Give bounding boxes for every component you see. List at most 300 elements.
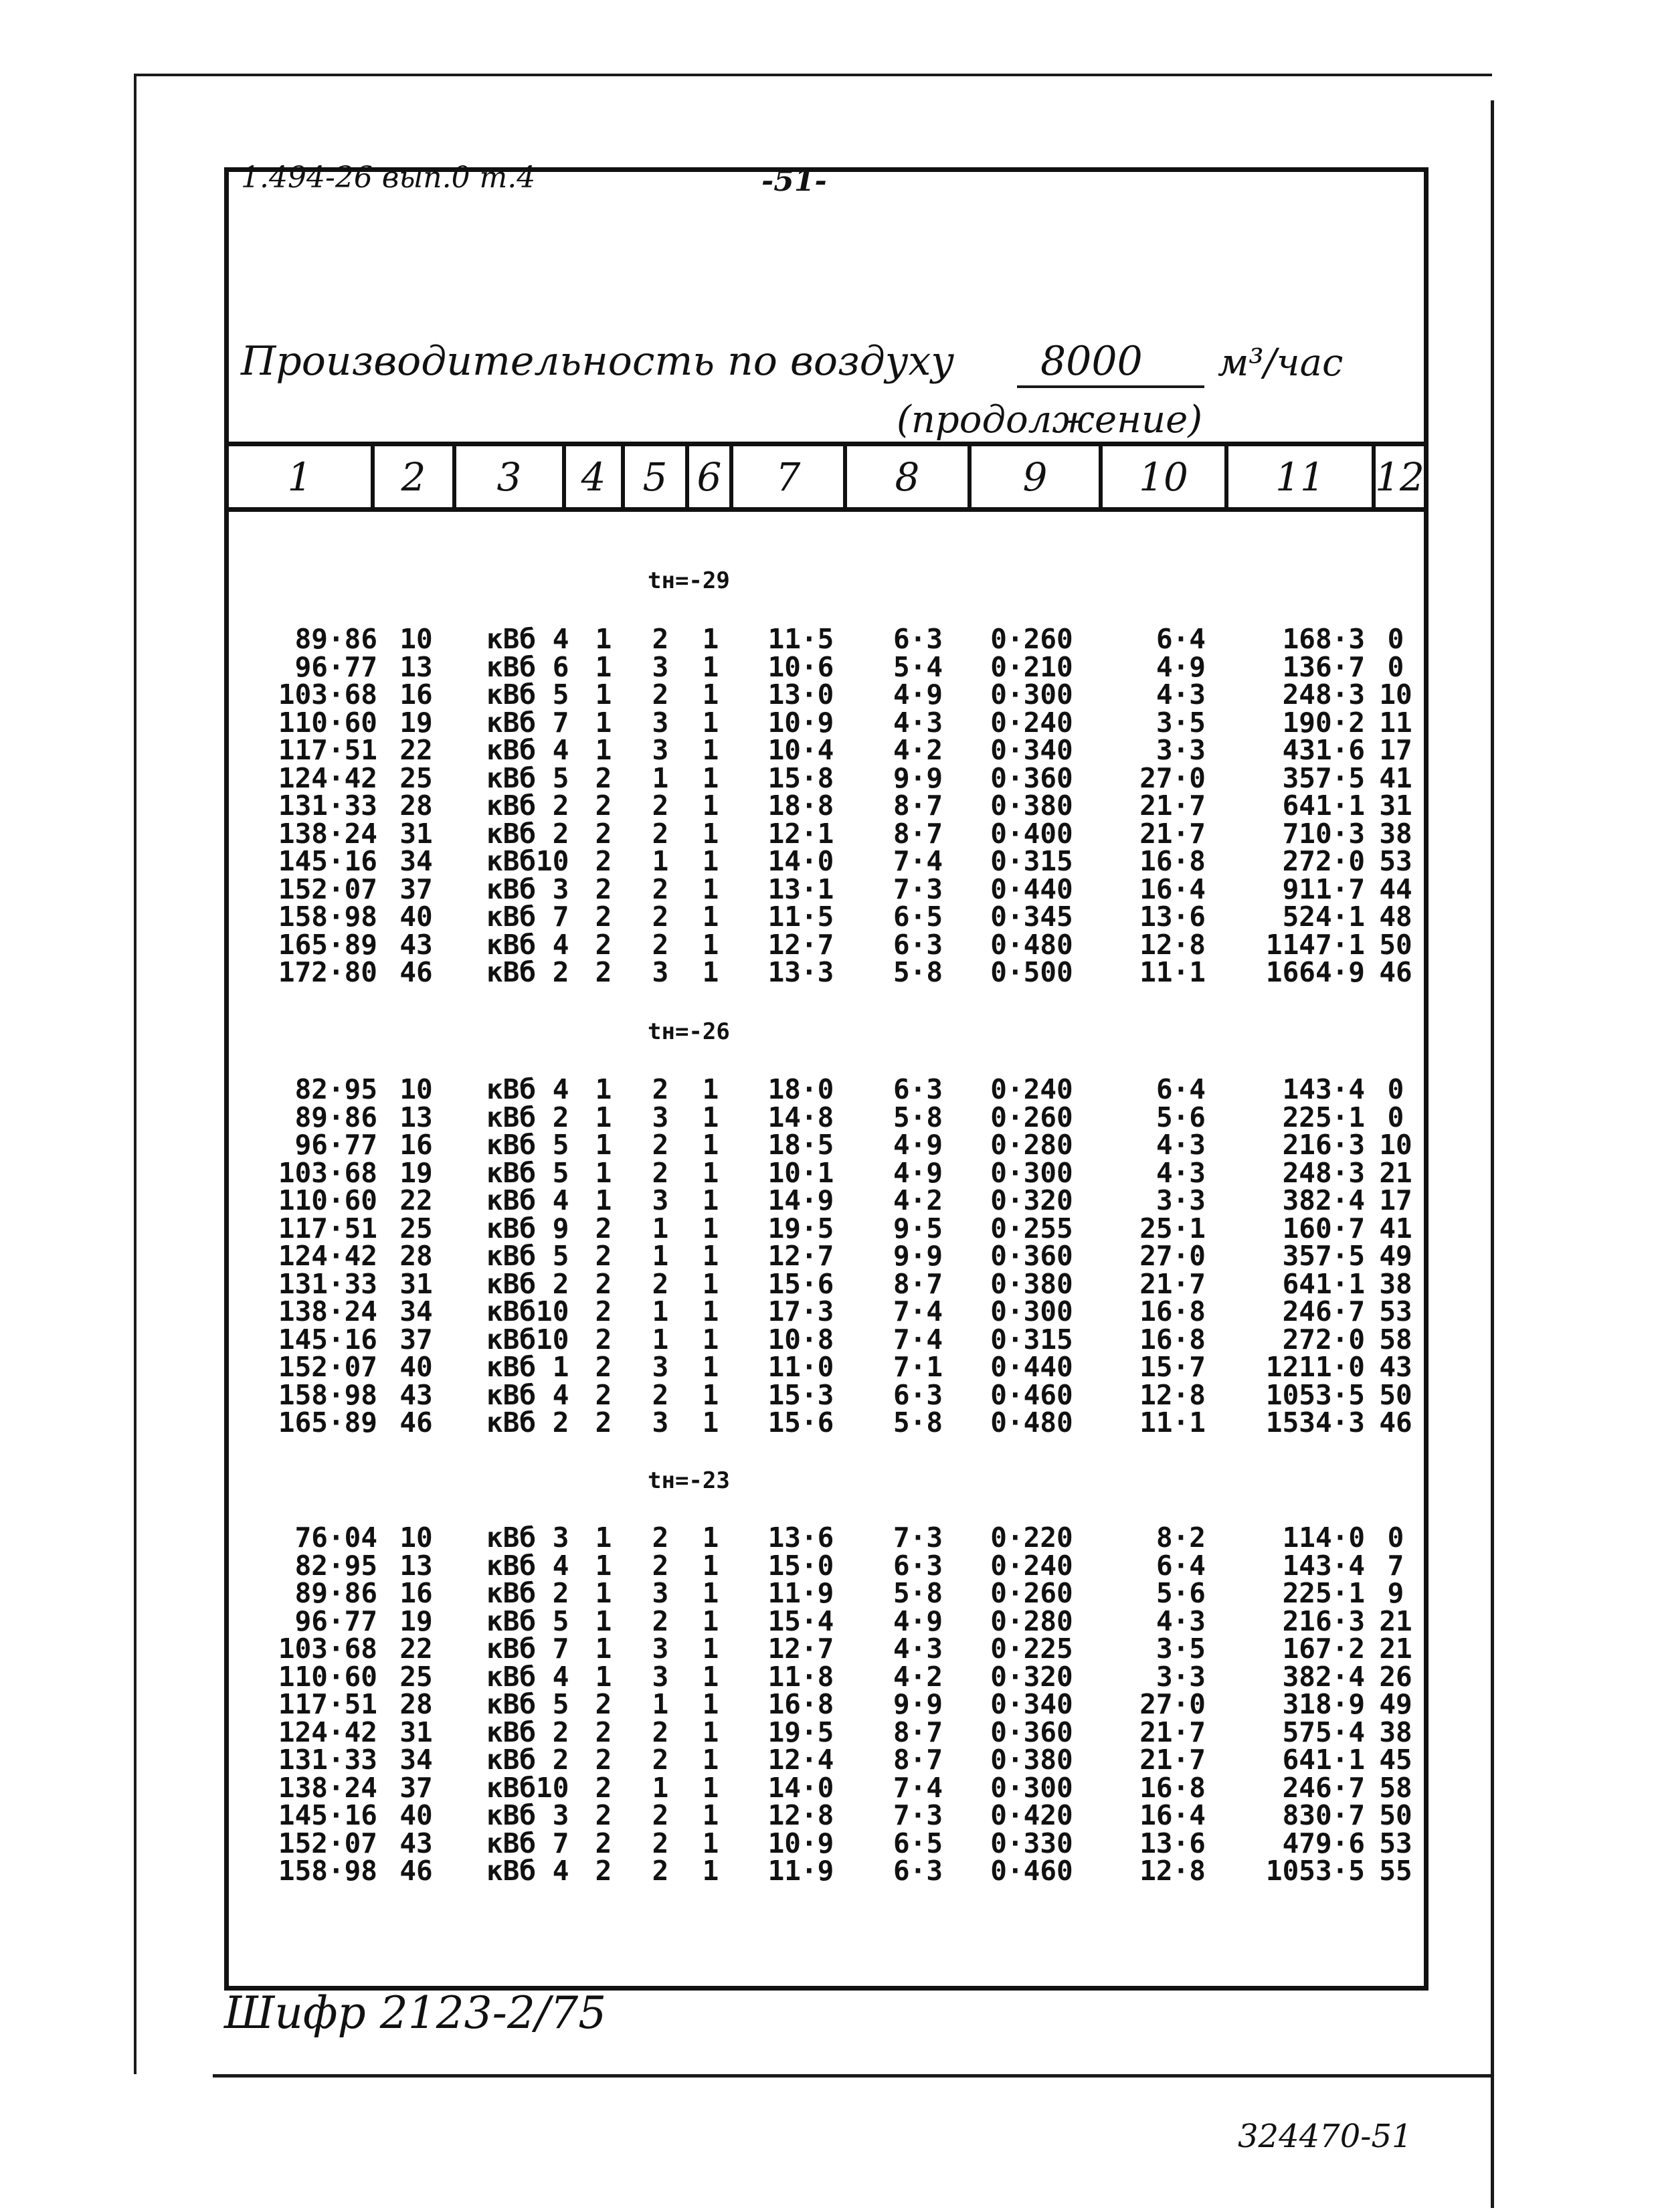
table-cell: 0·360: [990, 761, 1073, 794]
table-cell: 1053·5: [1265, 1855, 1365, 1887]
table-cell: 0·440: [990, 1351, 1073, 1383]
table-cell: 8·2: [1156, 1522, 1206, 1554]
table-cell: 6·3: [893, 1855, 943, 1887]
table-cell: 16·8: [1139, 1771, 1206, 1804]
table-cell: 12·7: [767, 1240, 834, 1272]
table-cell: 0·240: [990, 706, 1073, 739]
table-cell: 0·320: [990, 1184, 1073, 1216]
table-row: [229, 792, 1424, 820]
table-row: [229, 1378, 1424, 1411]
table-cell: 8·7: [893, 1716, 943, 1748]
table-row: [229, 1242, 1424, 1271]
table-cell: 11·5: [767, 901, 834, 933]
table-cell: 1: [702, 1323, 719, 1356]
table-cell: 45: [1379, 1744, 1412, 1776]
table-cell: 1: [702, 1267, 719, 1300]
table-cell: 14·8: [767, 1101, 834, 1133]
table-cell: 25: [399, 1212, 433, 1245]
table-cell: кВб 3: [486, 1799, 569, 1831]
table-cell: 382·4: [1282, 1660, 1365, 1693]
table-cell: 3: [652, 1184, 669, 1216]
table-cell: 19: [399, 706, 433, 739]
table-cell: 11·5: [767, 623, 834, 655]
table-cell: 4·3: [893, 1633, 943, 1665]
table-cell: 0: [1387, 623, 1404, 655]
table-cell: 2: [595, 956, 612, 988]
table-cell: 89·86: [294, 623, 377, 655]
column-header: 9: [972, 446, 1103, 507]
table-cell: 2: [595, 790, 612, 822]
table-cell: 13: [399, 1101, 433, 1133]
table-cell: 17·3: [767, 1295, 834, 1327]
table-cell: 11·1: [1139, 956, 1206, 988]
table-row: [229, 1577, 1424, 1609]
table-cell: 0·220: [990, 1522, 1073, 1554]
table-cell: 12·8: [1139, 1378, 1206, 1411]
table-cell: 5·8: [893, 1577, 943, 1609]
table-cell: 1: [702, 901, 719, 933]
table-cell: 272·0: [1282, 845, 1365, 877]
table-cell: 7·4: [893, 1323, 943, 1356]
table-cell: 0·260: [990, 623, 1073, 655]
table-cell: 124·42: [278, 1240, 377, 1272]
table-cell: 0·280: [990, 1129, 1073, 1161]
table-cell: 1: [702, 1129, 719, 1161]
table-cell: кВб 3: [486, 1522, 569, 1554]
table-cell: 830·7: [1282, 1799, 1365, 1831]
table-cell: 2: [595, 1744, 612, 1776]
table-cell: 7·4: [893, 845, 943, 877]
table-cell: 1: [702, 1633, 719, 1665]
table-cell: кВб 4: [486, 928, 569, 961]
table-cell: 1: [702, 1073, 719, 1105]
table-cell: 6·3: [893, 1549, 943, 1582]
table-cell: 31: [399, 817, 433, 850]
table-cell: 58: [1379, 1771, 1412, 1804]
table-cell: 13·3: [767, 956, 834, 988]
table-cell: 124·42: [278, 761, 377, 794]
table-cell: 2: [595, 817, 612, 850]
table-cell: 58: [1379, 1323, 1412, 1356]
table-cell: 2: [595, 1688, 612, 1720]
table-row: [229, 678, 1424, 711]
table-cell: кВб 5: [486, 1129, 569, 1161]
column-header: 3: [456, 446, 566, 507]
table-cell: 49: [1379, 1688, 1412, 1720]
title-unit: м³/час: [1218, 341, 1344, 385]
table-cell: 2: [595, 761, 612, 794]
table-cell: 5·8: [893, 956, 943, 988]
table-cell: 40: [399, 1351, 433, 1383]
table-cell: 524·1: [1282, 901, 1365, 933]
table-cell: 1: [702, 678, 719, 711]
table-cell: 4·2: [893, 734, 943, 766]
table-cell: 13·6: [1139, 901, 1206, 933]
section-rows: [229, 1524, 1424, 1885]
table-cell: 1147·1: [1265, 928, 1365, 961]
table-cell: 6·3: [893, 623, 943, 655]
table-cell: 225·1: [1282, 1577, 1365, 1609]
column-header-row: [229, 442, 1424, 512]
table-cell: 11·0: [767, 1351, 834, 1383]
table-cell: 7·4: [893, 1295, 943, 1327]
table-cell: 6·4: [1156, 623, 1206, 655]
table-cell: 2: [652, 623, 669, 655]
table-cell: 136·7: [1282, 650, 1365, 683]
table-cell: 0·340: [990, 1688, 1073, 1720]
table-cell: 2: [652, 1378, 669, 1411]
table-cell: 22: [399, 1633, 433, 1665]
table-row: [229, 1212, 1424, 1245]
table-cell: 167·2: [1282, 1633, 1365, 1665]
table-cell: 19: [399, 1604, 433, 1637]
table-cell: 1: [702, 1295, 719, 1327]
table-cell: 4·2: [893, 1660, 943, 1693]
table-cell: 2: [595, 1240, 612, 1272]
table-cell: 1: [595, 1184, 612, 1216]
table-cell: 21·7: [1139, 1716, 1206, 1748]
title-text: Производительность по воздуху: [241, 338, 955, 385]
table-cell: 145·16: [278, 1323, 377, 1356]
table-cell: 76·04: [294, 1522, 377, 1554]
table-row: [229, 1073, 1424, 1105]
table-cell: 0·315: [990, 1323, 1073, 1356]
table-cell: кВб 4: [486, 1184, 569, 1216]
table-cell: 1: [595, 650, 612, 683]
table-cell: 1: [702, 1855, 719, 1887]
table-cell: кВб 4: [486, 1660, 569, 1693]
table-cell: 19·5: [767, 1212, 834, 1245]
table-cell: 1: [595, 1522, 612, 1554]
table-cell: 1: [702, 817, 719, 850]
title-value: 8000: [1040, 338, 1143, 385]
table-cell: 2: [595, 1716, 612, 1748]
table-cell: 3: [652, 1633, 669, 1665]
table-cell: 1: [702, 1378, 719, 1411]
table-cell: 7·3: [893, 1522, 943, 1554]
column-header: 11: [1228, 446, 1376, 507]
table-row: [229, 1184, 1424, 1216]
table-cell: 1: [702, 1406, 719, 1439]
table-cell: 50: [1379, 1378, 1412, 1411]
table-cell: 2: [652, 901, 669, 933]
table-cell: 131·33: [278, 1744, 377, 1776]
table-cell: кВб 4: [486, 623, 569, 655]
table-cell: 2: [595, 1212, 612, 1245]
table-cell: 0·320: [990, 1660, 1073, 1693]
table-cell: 34: [399, 1744, 433, 1776]
table-cell: 15·0: [767, 1549, 834, 1582]
table-cell: 1: [702, 761, 719, 794]
table-cell: 3: [652, 1406, 669, 1439]
table-row: [229, 1827, 1424, 1859]
table-cell: 117·51: [278, 1212, 377, 1245]
table-cell: 41: [1379, 761, 1412, 794]
table-cell: 2: [652, 1604, 669, 1637]
table-cell: 0·480: [990, 928, 1073, 961]
outer-frame-left: [134, 74, 136, 2074]
table-cell: 48: [1379, 901, 1412, 933]
table-cell: 131·33: [278, 790, 377, 822]
table-cell: 37: [399, 1323, 433, 1356]
table-cell: 16·4: [1139, 872, 1206, 905]
table-cell: кВб 7: [486, 1633, 569, 1665]
table-cell: 16: [399, 678, 433, 711]
table-cell: кВб 5: [486, 1688, 569, 1720]
table-cell: 3·3: [1156, 734, 1206, 766]
table-cell: 138·24: [278, 817, 377, 850]
table-cell: 37: [399, 1771, 433, 1804]
table-cell: 110·60: [278, 1660, 377, 1693]
table-cell: 12·4: [767, 1744, 834, 1776]
table-cell: 41: [1379, 1212, 1412, 1245]
table-cell: 13·6: [767, 1522, 834, 1554]
table-cell: 246·7: [1282, 1771, 1365, 1804]
table-cell: 27·0: [1139, 761, 1206, 794]
table-cell: 18·8: [767, 790, 834, 822]
table-row: [229, 928, 1424, 961]
table-cell: 2: [595, 901, 612, 933]
table-cell: 165·89: [278, 928, 377, 961]
section-label: tн=-26: [648, 1018, 730, 1045]
table-cell: 1: [652, 1771, 669, 1804]
table-row: [229, 1351, 1424, 1383]
table-cell: 6·3: [893, 1073, 943, 1105]
table-cell: 22: [399, 734, 433, 766]
table-cell: 1: [702, 872, 719, 905]
table-cell: 13·1: [767, 872, 834, 905]
table-cell: 16·4: [1139, 1799, 1206, 1831]
table-cell: 0·440: [990, 872, 1073, 905]
table-row: [229, 956, 1424, 988]
table-cell: 1: [595, 1101, 612, 1133]
table-cell: 1: [595, 1660, 612, 1693]
table-cell: 1: [702, 1799, 719, 1831]
table-cell: 2: [595, 872, 612, 905]
table-cell: 431·6: [1282, 734, 1365, 766]
table-cell: 16·8: [1139, 845, 1206, 877]
section-rows: [229, 623, 1424, 988]
table-cell: 103·68: [278, 678, 377, 711]
table-cell: 143·4: [1282, 1549, 1365, 1582]
table-cell: кВб 2: [486, 1267, 569, 1300]
table-cell: 2: [595, 1799, 612, 1831]
table-cell: кВб 4: [486, 734, 569, 766]
table-cell: кВб 4: [486, 1855, 569, 1887]
table-cell: 1: [702, 1604, 719, 1637]
table-row: [229, 1716, 1424, 1748]
table-cell: 172·80: [278, 956, 377, 988]
table-cell: кВб 5: [486, 678, 569, 711]
table-cell: 272·0: [1282, 1323, 1365, 1356]
table-cell: 10·6: [767, 650, 834, 683]
table-cell: 2: [652, 1799, 669, 1831]
table-cell: 15·7: [1139, 1351, 1206, 1383]
table-cell: 641·1: [1282, 1744, 1365, 1776]
table-cell: 0·315: [990, 845, 1073, 877]
table-cell: 3: [652, 956, 669, 988]
table-cell: 3: [652, 1660, 669, 1693]
table-cell: 11·9: [767, 1577, 834, 1609]
table-cell: 3: [652, 706, 669, 739]
table-cell: кВб 2: [486, 817, 569, 850]
table-cell: 117·51: [278, 734, 377, 766]
table-cell: 16: [399, 1577, 433, 1609]
table-cell: кВб 2: [486, 956, 569, 988]
table-cell: 28: [399, 1688, 433, 1720]
table-cell: 2: [652, 1073, 669, 1105]
column-header: 10: [1103, 446, 1228, 507]
table-cell: 103·68: [278, 1633, 377, 1665]
table-row: [229, 845, 1424, 877]
table-cell: 382·4: [1282, 1184, 1365, 1216]
table-cell: 152·07: [278, 872, 377, 905]
table-cell: 143·4: [1282, 1073, 1365, 1105]
table-cell: 3·3: [1156, 1660, 1206, 1693]
table-cell: кВб 7: [486, 901, 569, 933]
table-cell: 38: [1379, 1267, 1412, 1300]
table-cell: 110·60: [278, 706, 377, 739]
table-cell: 3·3: [1156, 1184, 1206, 1216]
table-cell: 2: [652, 1827, 669, 1859]
table-cell: 0·300: [990, 678, 1073, 711]
table-cell: 18·5: [767, 1129, 834, 1161]
table-cell: 0·300: [990, 1295, 1073, 1327]
table-cell: 0·255: [990, 1212, 1073, 1245]
section-label: tн=-23: [648, 1467, 730, 1494]
table-cell: 0: [1387, 1101, 1404, 1133]
table-cell: кВб10: [486, 1323, 569, 1356]
column-header: 5: [625, 446, 689, 507]
table-cell: 15·3: [767, 1378, 834, 1411]
table-row: [229, 1323, 1424, 1356]
table-cell: кВб 1: [486, 1351, 569, 1383]
table-cell: 158·98: [278, 901, 377, 933]
table-cell: 6·3: [893, 928, 943, 961]
table-cell: кВб10: [486, 845, 569, 877]
table-cell: 21: [1379, 1633, 1412, 1665]
table-cell: 17: [1379, 734, 1412, 766]
table-cell: 1211·0: [1265, 1351, 1365, 1383]
table-cell: 248·3: [1282, 678, 1365, 711]
table-cell: 3: [652, 1101, 669, 1133]
table-cell: кВб 7: [486, 706, 569, 739]
table-cell: 357·5: [1282, 1240, 1365, 1272]
table-cell: 6·4: [1156, 1549, 1206, 1582]
table-cell: 2: [595, 1267, 612, 1300]
table-row: [229, 1746, 1424, 1774]
table-row: [229, 1101, 1424, 1133]
table-cell: 0: [1387, 1522, 1404, 1554]
table-row: [229, 1799, 1424, 1831]
section-label: tн=-29: [648, 567, 730, 594]
table-cell: 31: [399, 1716, 433, 1748]
table-cell: 0·480: [990, 1406, 1073, 1439]
table-row: [229, 872, 1424, 905]
table-cell: 0·380: [990, 1744, 1073, 1776]
table-cell: 0·225: [990, 1633, 1073, 1665]
table-cell: 3·5: [1156, 1633, 1206, 1665]
table-cell: кВб 2: [486, 1744, 569, 1776]
table-cell: 8·7: [893, 790, 943, 822]
table-cell: 357·5: [1282, 761, 1365, 794]
column-header: 6: [689, 446, 733, 507]
table-cell: 0·500: [990, 956, 1073, 988]
table-cell: 1: [595, 1604, 612, 1637]
table-cell: кВб 4: [486, 1073, 569, 1105]
table-cell: 3: [652, 1577, 669, 1609]
table-cell: кВб 4: [486, 1378, 569, 1411]
table-cell: 138·24: [278, 1295, 377, 1327]
table-cell: 11: [1379, 706, 1412, 739]
table-cell: 1: [702, 928, 719, 961]
table-cell: 1: [702, 1827, 719, 1859]
table-cell: кВб 2: [486, 1577, 569, 1609]
table-cell: 15·8: [767, 761, 834, 794]
table-cell: кВб 6: [486, 650, 569, 683]
table-cell: 10: [1379, 1129, 1412, 1161]
table-cell: 5·8: [893, 1101, 943, 1133]
table-row: [229, 1688, 1424, 1720]
table-cell: 46: [1379, 956, 1412, 988]
table-cell: 0·460: [990, 1378, 1073, 1411]
table-cell: 2: [652, 1522, 669, 1554]
table-cell: 46: [399, 1406, 433, 1439]
table-cell: 0: [1387, 650, 1404, 683]
table-cell: 4·9: [893, 1156, 943, 1189]
table-cell: 2: [595, 1295, 612, 1327]
table-cell: 2: [652, 1855, 669, 1887]
table-cell: кВб 2: [486, 1101, 569, 1133]
table-cell: 10·4: [767, 734, 834, 766]
table-cell: 103·68: [278, 1156, 377, 1189]
table-cell: 4·9: [1156, 650, 1206, 683]
table-cell: 11·8: [767, 1660, 834, 1693]
table-cell: 1: [652, 845, 669, 877]
table-cell: 2: [595, 1827, 612, 1859]
table-cell: 4·3: [1156, 678, 1206, 711]
table-cell: 27·0: [1139, 1240, 1206, 1272]
title-continued: (продолжение): [897, 398, 1203, 442]
table-cell: 0·260: [990, 1101, 1073, 1133]
table-cell: 1: [702, 1351, 719, 1383]
table-cell: 1053·5: [1265, 1378, 1365, 1411]
table-cell: 4·9: [893, 1604, 943, 1637]
table-cell: 50: [1379, 1799, 1412, 1831]
table-cell: 6·5: [893, 901, 943, 933]
table-cell: 12·8: [767, 1799, 834, 1831]
table-cell: 5·6: [1156, 1101, 1206, 1133]
table-cell: 16·8: [1139, 1295, 1206, 1327]
table-cell: 2: [652, 1156, 669, 1189]
table-cell: 10·8: [767, 1323, 834, 1356]
table-cell: 18·0: [767, 1073, 834, 1105]
table-cell: 216·3: [1282, 1604, 1365, 1637]
table-cell: 82·95: [294, 1549, 377, 1582]
table-cell: 1: [595, 706, 612, 739]
table-row: [229, 623, 1424, 655]
table-cell: 12·7: [767, 1633, 834, 1665]
table-cell: 10: [399, 623, 433, 655]
table-cell: 10·1: [767, 1156, 834, 1189]
table-cell: 145·16: [278, 845, 377, 877]
table-cell: 43: [399, 928, 433, 961]
table-cell: 15·6: [767, 1406, 834, 1439]
column-header: 2: [375, 446, 456, 507]
table-cell: 0·240: [990, 1549, 1073, 1582]
table-cell: 0·240: [990, 1073, 1073, 1105]
table-cell: 117·51: [278, 1688, 377, 1720]
